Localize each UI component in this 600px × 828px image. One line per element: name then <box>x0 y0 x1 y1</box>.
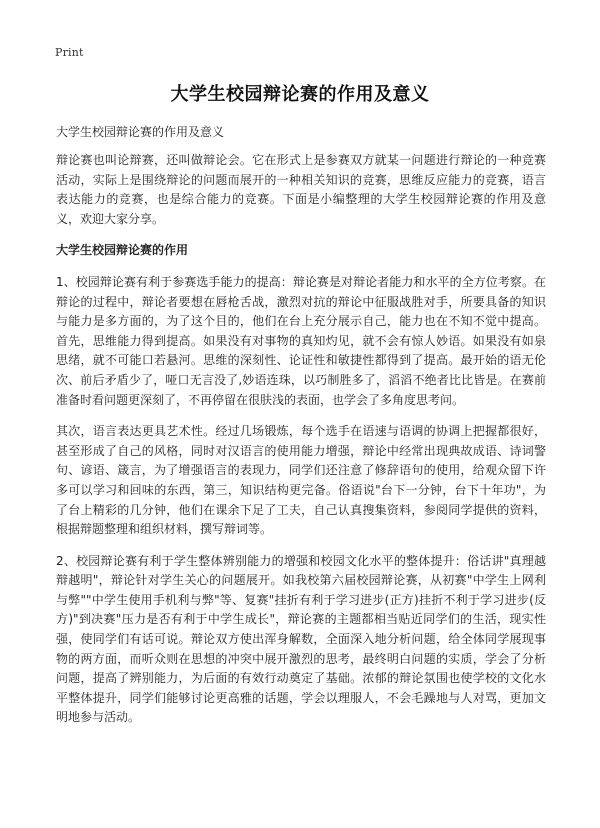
page-title: 大学生校园辩论赛的作用及意义 <box>170 84 430 105</box>
body-paragraph-2: 其次，语言表达更具艺术性。经过几场锻炼，每个选手在语速与语调的协调上把握都很好，甚至形成了自己的风格，同时对汉语言的使用能力增强，辩论中经常出现典故成语、诗词警句、谚语、箴言，为了增强语言的表现力，同学们还注意了修辞语句的使用，给观众留下许多可以学习和回味的东西，第三，知识结构更完备。俗语说"台下一分钟，台下十年功"，为了台上精彩的几分钟，他们在课余下足了工夫，自己认真搜集资料，参阅同学提供的资料，根据辩题整理和组织材料，撰写辩词等。 <box>56 424 546 537</box>
section-heading: 大学生校园辩论赛的作用 <box>56 243 189 258</box>
body-paragraph-3: 2、校园辩论赛有利于学生整体辨别能力的增强和校园文化水平的整体提升：俗话讲"真理越辩越明"，辩论针对学生关心的问题展开。如我校第六届校园辩论赛，从初赛"中学生上网利与弊""中学生使用手机利与弊"等、复赛"挂折有利于学习进步(正方)挂折不利于学习进步(反方)"到决赛"压力是否有利于中学生成长"，辩论赛的主题都相当贴近同学们的生活，现实性强，使同学们有话可说。辩论双方使出浑身解数，全面深入地分析问题，给全体同学展现事物的两方面，而听众则在思想的冲突中展开激烈的思考，最终明白问题的实质，学会了分析问题，提高了辨别能力，为后面的有效行动奠定了基础。浓郁的辩论氛围也使学校的文化水平整体提升，同学们能够讨论更高雅的话题，学会以理服人，不会毛躁地与人对骂，更加文明地参与活动。 <box>56 553 546 725</box>
article-body <box>56 151 546 740</box>
print-link[interactable]: Print <box>55 46 84 59</box>
body-paragraph-1: 1、校园辩论赛有利于参赛选手能力的提高：辩论赛是对辩论者能力和水平的全方位考察。在辩论的过程中，辩论者要想在唇枪舌战，激烈对抗的辩论中征服战胜对手，所要具备的知识与能力是多方面的，为了这个目的，他们在台上充分展示自己，能力也在不知不觉中提高。首先，思维能力得到提高。如果没有对事物的真知灼见，就不会有惊人妙语。如果没有如泉思绪，就不可能口若悬河。思维的深刻性、论证性和敏捷性都得到了提高。最开始的语无伦次、前后矛盾少了，哑口无言没了,妙语连珠，以巧制胜多了，滔滔不绝者比比皆是。在赛前准备时看问题更深刻了，不再停留在很肤浅的表面，也学会了多角度思考问。 <box>56 274 546 407</box>
intro-paragraph: 辩论赛也叫论辩赛，还叫做辩论会。它在形式上是参赛双方就某一问题进行辩论的一种竞赛活动，实际上是围绕辩论的问题而展开的一种相关知识的竞赛，思维反应能力的竞赛，语言表达能力的竞赛，也是综合能力的竞赛。下面是小编整理的大学生校园辩论赛的作用及意义，欢迎大家分享。 <box>56 153 546 226</box>
page-subtitle: 大学生校园辩论赛的作用及意义 <box>56 125 225 139</box>
